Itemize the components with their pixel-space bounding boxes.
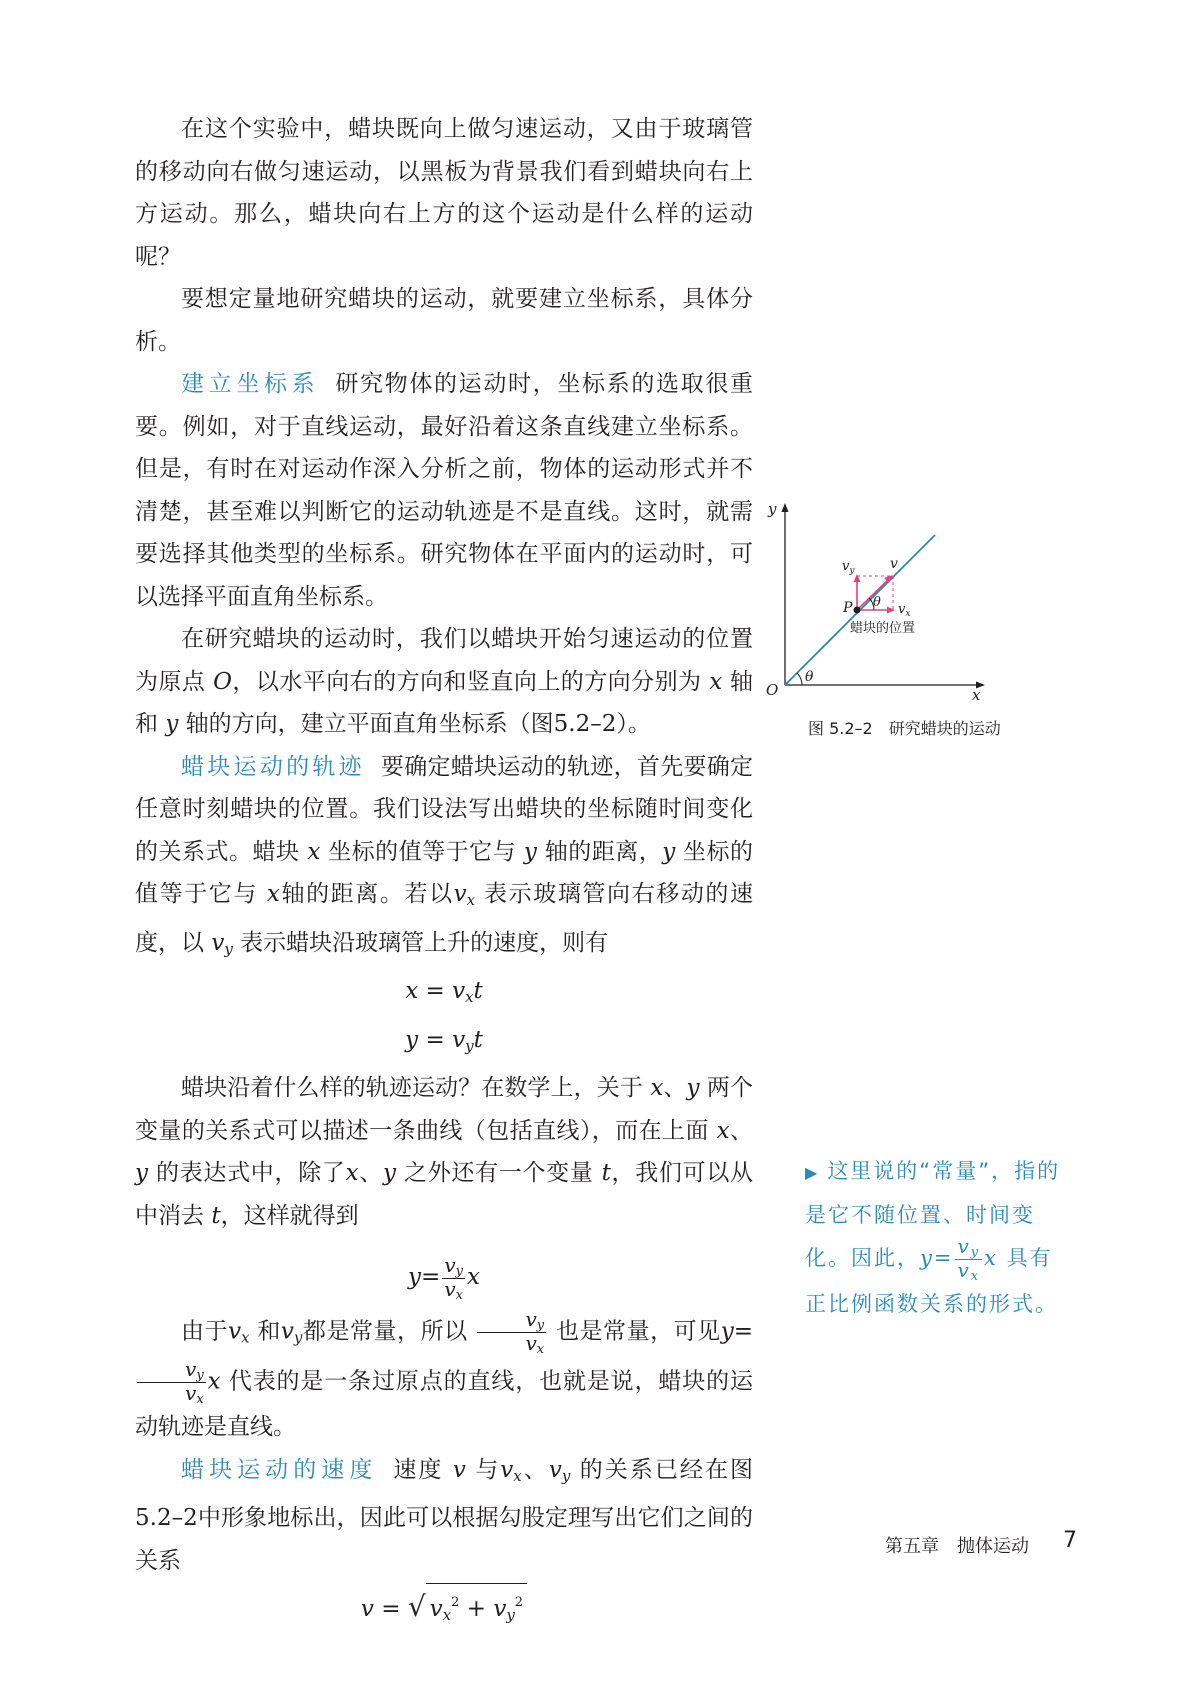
- paragraph-7: [135, 1309, 753, 1449]
- page-number: 7: [1063, 1528, 1077, 1553]
- text-run: 代表的是一条过原点的直线，也就是说，蜡块的运动轨迹是直线。: [135, 1368, 753, 1440]
- symbol-x: x: [466, 1264, 480, 1290]
- chapter-footer: 第五章 抛体运动: [885, 1536, 1029, 1557]
- fraction-vy-over-vx: [477, 1309, 546, 1356]
- label-y-axis: y: [768, 500, 777, 518]
- subscript-x: x: [241, 1328, 250, 1347]
- symbol-y: y: [382, 1160, 396, 1186]
- paragraph-6: [135, 1067, 753, 1237]
- symbol-v: v: [444, 1276, 456, 1301]
- symbol-v: v: [185, 1381, 197, 1405]
- symbol-x: x: [650, 1075, 664, 1101]
- symbol-v: v: [548, 1456, 562, 1483]
- subscript-y: y: [465, 1036, 474, 1055]
- plus-sign: +: [466, 1596, 486, 1622]
- text-run: 的表达式中，除了: [148, 1160, 346, 1186]
- label-vx-sub: x: [905, 609, 911, 619]
- side-note-text: 这里说的“常量”，指的是它不随位置、时间变化。因此，: [805, 1159, 1061, 1270]
- symbol-x: x: [207, 1368, 221, 1395]
- paragraph-2: 要想定量地研究蜡块的运动，就要建立坐标系，具体分析。: [135, 286, 753, 355]
- side-note: [805, 1150, 1075, 1325]
- label-theta-p: θ: [873, 595, 881, 610]
- symbol-x: x: [345, 1160, 359, 1186]
- figure-caption: 图 5.2–2 研究蜡块的运动: [808, 719, 1001, 738]
- symbol-y: y: [720, 1318, 734, 1345]
- fraction-vy-over-vx: [955, 1236, 982, 1283]
- text-run: ，我们可以从中消去: [135, 1160, 754, 1229]
- symbol-x: x: [716, 1117, 730, 1144]
- subscript-y: y: [224, 939, 233, 958]
- symbol-y: y: [686, 1075, 700, 1101]
- label-origin: O: [766, 681, 779, 699]
- symbol-v: v: [493, 1596, 507, 1622]
- y-axis-arrow: [782, 503, 789, 512]
- paragraph-4: [135, 618, 753, 746]
- equation-speed: [135, 1582, 753, 1634]
- symbol-v: v: [500, 1456, 514, 1483]
- subscript-y: y: [293, 1328, 303, 1347]
- subscript-y: y: [561, 1466, 571, 1485]
- triangle-marker-icon: ▶: [805, 1163, 820, 1182]
- subscript-x: x: [536, 1342, 545, 1357]
- text-run: 轴和: [135, 668, 754, 737]
- paragraph-5: [135, 746, 753, 971]
- label-vx: [898, 602, 910, 619]
- equation-x: [135, 970, 753, 1019]
- superscript-2: 2: [514, 1595, 524, 1610]
- equation-y: [135, 1019, 753, 1068]
- text-run: 和: [249, 1318, 281, 1345]
- label-vx-v: v: [898, 602, 906, 617]
- text-run: 速度: [393, 1456, 453, 1483]
- label-x-axis: x: [972, 686, 981, 704]
- symbol-v: v: [211, 929, 225, 956]
- side-note-text-end: 具有正比例函数关系的形式。: [805, 1246, 1058, 1316]
- text-run: 轴的距离。若以: [279, 881, 454, 907]
- text-run: 要确定蜡块运动的轨迹，首先要确定任意时刻蜡块的位置。我们设法写出蜡块的坐标随时间变化的关系式。蜡块: [135, 753, 754, 865]
- symbol-v: v: [429, 1596, 443, 1622]
- point-p: [854, 607, 861, 614]
- symbol-y: y: [165, 711, 179, 737]
- symbol-x: x: [984, 1246, 998, 1270]
- paragraph-3-text: 研究物体的运动时，坐标系的选取很重要。例如，对于直线运动，最好沿着这条直线建立坐标系。但是，有时在对运动作深入分析之前，物体的运动形式并不清楚，甚至难以判断它的运动轨迹是不是直线。这时，就需要选择其他类型的坐标系。研究物体在平面内的运动时，可以选择平面直角坐标系。: [135, 371, 754, 610]
- text-run: 、: [729, 1117, 754, 1144]
- symbol-v: v: [957, 1258, 971, 1282]
- symbol-t: t: [211, 1202, 221, 1229]
- symbol-y: y: [920, 1246, 934, 1270]
- text-run: 两个变量的关系式可以描述一条曲线（包括直线），而在上面: [135, 1075, 754, 1144]
- symbol-y: y: [662, 838, 676, 865]
- subscript-y: y: [536, 1318, 545, 1333]
- radicand: [426, 1583, 527, 1632]
- symbol-v: v: [228, 1318, 242, 1345]
- keyword-trajectory: 蜡块运动的轨迹: [181, 753, 365, 780]
- subscript-y: y: [196, 1368, 204, 1383]
- subscript-y: y: [455, 1263, 463, 1279]
- text-run: 轴的距离，: [536, 838, 663, 865]
- symbol-v: v: [185, 1357, 197, 1381]
- label-p: P: [843, 600, 853, 616]
- symbol-v: v: [280, 1318, 294, 1345]
- symbol-O: O: [213, 668, 232, 695]
- text-run: 轴的方向，建立平面直角坐标系（图5.2–2）。: [178, 711, 651, 737]
- equation-trajectory: [135, 1245, 753, 1309]
- text-run: 、: [358, 1160, 383, 1186]
- text-run: 由于: [181, 1318, 229, 1345]
- keyword-velocity: 蜡块运动的速度: [181, 1456, 378, 1483]
- keyword-coordinate-system: 建立坐标系: [181, 371, 320, 397]
- subscript-x: x: [465, 988, 474, 1006]
- subscript-y: y: [506, 1606, 515, 1624]
- text-run: 坐标的值等于它与: [135, 838, 754, 907]
- label-vy-sub: y: [849, 566, 855, 576]
- symbol-y: y: [135, 1160, 148, 1186]
- text-run: 表示蜡块沿玻璃管上升的速度，则有: [232, 929, 609, 956]
- text-run: 在研究蜡块的运动时，我们以蜡块开始匀速运动的位置为原点: [135, 626, 753, 695]
- symbol-y: y: [408, 1264, 422, 1290]
- fraction-vy-over-vx: [442, 1252, 465, 1303]
- symbol-x: x: [709, 668, 723, 695]
- equals-sign: =: [425, 978, 445, 1004]
- figure-5-2-2: [766, 500, 1020, 740]
- subscript-x: x: [442, 1606, 452, 1624]
- paragraph-1: 在这个实验中，蜡块既向上做匀速运动，又由于玻璃管的移动向右做匀速运动，以黑板为背景我们看到蜡块向右上方运动。那么，蜡块向右上方的这个运动是什么样的运动呢？: [135, 116, 753, 270]
- equals-sign: =: [421, 1264, 441, 1290]
- subscript-x: x: [466, 891, 476, 909]
- text-run: 之外还有一个变量: [395, 1160, 602, 1186]
- paragraph-8: [135, 1449, 753, 1583]
- radical-sign: √: [407, 1590, 426, 1623]
- text-run: 、: [663, 1075, 687, 1101]
- paragraph-3: [135, 363, 753, 618]
- symbol-v: v: [453, 881, 467, 907]
- text-run: ，这样就得到: [220, 1202, 359, 1229]
- label-v: v: [890, 556, 898, 572]
- symbol-v: v: [444, 1252, 456, 1277]
- symbol-v: v: [525, 1331, 537, 1355]
- symbol-v: v: [360, 1596, 374, 1622]
- symbol-x: x: [405, 978, 419, 1004]
- label-vy: [842, 559, 855, 576]
- symbol-v: v: [957, 1234, 971, 1258]
- symbol-v: v: [452, 978, 466, 1004]
- symbol-t: t: [473, 1026, 483, 1053]
- subscript-y: y: [970, 1245, 981, 1260]
- angle-arc-origin: [797, 673, 802, 685]
- side-note-formula: [920, 1234, 998, 1284]
- vector-vx-head: [887, 607, 895, 614]
- symbol-y: y: [523, 838, 537, 865]
- equals-sign: =: [425, 1026, 445, 1053]
- superscript-2: 2: [451, 1595, 460, 1610]
- symbol-v: v: [525, 1307, 537, 1331]
- subscript-x: x: [513, 1466, 522, 1485]
- text-run: 坐标的值等于它与: [320, 838, 524, 865]
- equals-sign: =: [381, 1596, 401, 1622]
- symbol-x: x: [307, 838, 321, 865]
- text-run: 与: [465, 1456, 501, 1483]
- text-run: ，以水平向右的方向和竖直向上的方向分别为: [231, 668, 710, 695]
- text-run: 表示玻璃管向右移动的速度，以: [135, 881, 754, 956]
- text-run: 、: [521, 1456, 549, 1483]
- symbol-v: v: [452, 1026, 466, 1053]
- label-vy-v: v: [842, 559, 850, 574]
- fraction-vy-over-vx: [137, 1359, 206, 1406]
- equals-sign: =: [733, 1318, 753, 1345]
- symbol-t: t: [473, 978, 483, 1004]
- subscript-x: x: [196, 1392, 204, 1407]
- vector-vy-head: [854, 574, 861, 582]
- label-block-position: 蜡块的位置: [850, 621, 916, 636]
- main-text-column: [135, 108, 753, 1634]
- text-run: 也是常量，可见: [548, 1318, 721, 1345]
- symbol-t: t: [601, 1160, 611, 1186]
- equals-sign: =: [933, 1246, 954, 1270]
- label-theta-origin: θ: [805, 669, 814, 685]
- symbol-y: y: [405, 1026, 419, 1053]
- symbol-v: v: [452, 1456, 466, 1483]
- text-run: 的关系已经在图5.2–2中形象地标出，因此可以根据勾股定理写出它们之间的关系: [135, 1456, 754, 1574]
- subscript-x: x: [455, 1287, 463, 1303]
- text-run: 都是常量，所以: [302, 1318, 476, 1345]
- text-run: 蜡块沿着什么样的轨迹运动？在数学上，关于: [181, 1075, 651, 1101]
- subscript-x: x: [970, 1269, 981, 1284]
- symbol-x: x: [266, 881, 280, 907]
